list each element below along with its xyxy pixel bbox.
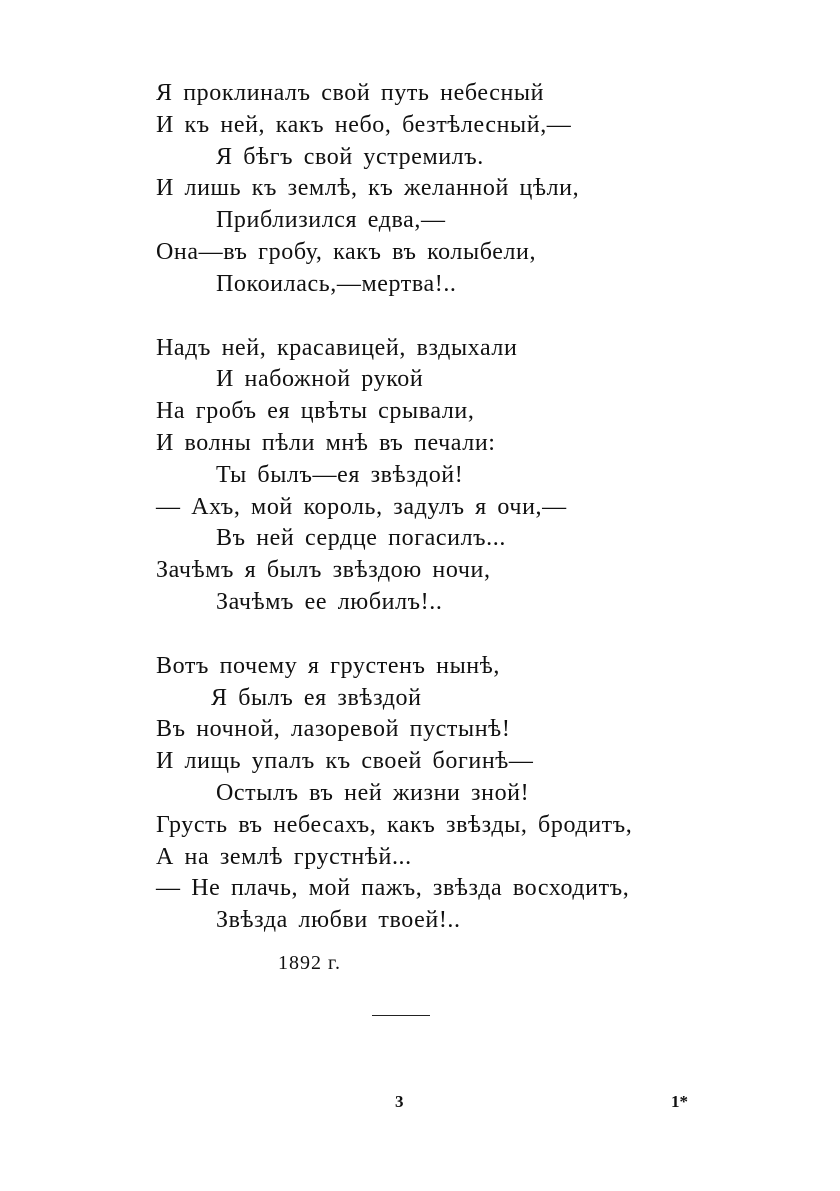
- poem-line: А на землѣ грустнѣй...: [156, 843, 412, 870]
- poem-line: И набожной рукой: [216, 366, 424, 393]
- poem-line: Звѣзда любви твоей!..: [216, 907, 461, 934]
- poem-line: Зачѣмъ ее любилъ!..: [216, 588, 443, 615]
- poem-line: Она—въ гробу, какъ въ колыбели,: [156, 238, 537, 265]
- stanza-2: [156, 333, 756, 619]
- poem-line: И волны пѣли мнѣ въ печали:: [156, 429, 496, 456]
- poem-line: И къ ней, какъ небо, безтѣлесный,—: [156, 111, 572, 138]
- poem-line: Въ ней сердце погасилъ...: [216, 525, 506, 552]
- poem-line: — Ахъ, мой король, задулъ я очи,—: [156, 493, 567, 520]
- poem-line: Я проклиналъ свой путь небесный: [156, 80, 545, 106]
- poem-line: Я былъ ея звѣздой: [211, 684, 422, 711]
- poem-line: Ты былъ—ея звѣздой!: [216, 461, 464, 488]
- stanza-1: [156, 78, 756, 301]
- poem-line: Зачѣмъ я былъ звѣздою ночи,: [156, 557, 491, 584]
- poem-line: Я бѣгъ свой устремилъ.: [216, 143, 484, 170]
- poem-line: Покоилась,—мертва!..: [216, 270, 457, 297]
- stanza-3: [156, 651, 756, 937]
- poem-line: Приблизился едва,—: [216, 207, 446, 234]
- poem-date: 1892 г.: [278, 952, 341, 974]
- poem-line: — Не плачь, мой пажъ, звѣзда восходитъ,: [156, 875, 630, 902]
- poem-line: На гробъ ея цвѣты срывали,: [156, 398, 475, 425]
- poem-line: Грусть въ небесахъ, какъ звѣзды, бродитъ,: [156, 811, 633, 838]
- poem-line: Остылъ въ ней жизни зной!: [216, 779, 530, 806]
- poem-line: Вотъ почему я грустенъ нынѣ,: [156, 652, 500, 679]
- poem: [156, 78, 756, 937]
- signature-mark: 1*: [671, 1092, 688, 1111]
- poem-line: И лищь упалъ къ своей богинѣ—: [156, 748, 534, 775]
- poem-line: Надъ ней, красавицей, вздыхали: [156, 334, 518, 361]
- page-number: 3: [395, 1092, 404, 1111]
- section-divider: [372, 1015, 430, 1016]
- poem-line: Въ ночной, лазоревой пустынѣ!: [156, 716, 511, 743]
- poem-line: И лишь къ землѣ, къ желанной цѣли,: [156, 175, 580, 202]
